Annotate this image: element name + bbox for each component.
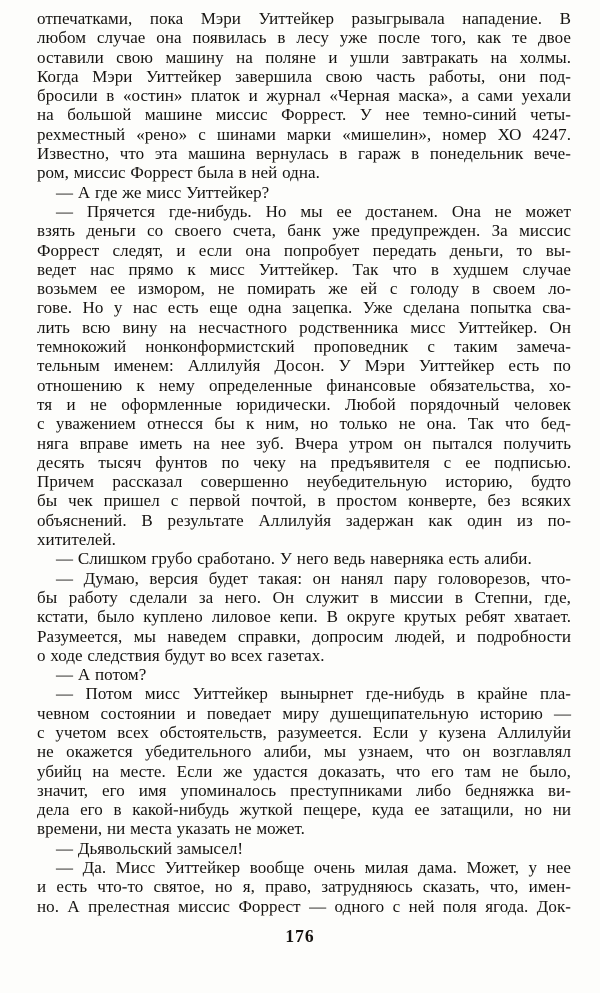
text-line: значит, его имя упоминалось преступниками либо бедняжка ви- bbox=[37, 780, 571, 800]
text-line: няга вправе иметь на нее зуб. Вчера утром он пытался получить bbox=[37, 433, 571, 453]
text-line: не окажется убедительного алиби, мы узнаем, что он возглавлял bbox=[37, 742, 571, 762]
text-line: чевном состоянии и поведает миру душещипательную историю — bbox=[37, 703, 571, 723]
text-line: — А потом? bbox=[56, 665, 147, 685]
text-line: убийц на месте. Если же удастся доказать, что его там не было, bbox=[37, 761, 571, 781]
text-line: гове. Но у нас есть еще одна зацепка. Уже сделана попытка сва- bbox=[37, 298, 571, 318]
text-line: на большой машине миссис Форрест. У нее темно-синий четы- bbox=[37, 105, 571, 125]
text-line: бросили в «остин» платок и журнал «Черная маска», а сами уехали bbox=[37, 86, 571, 106]
text-line: и есть что-то святое, но я, право, затрудняюсь сказать, что, имен- bbox=[37, 877, 571, 897]
text-line: темнокожий нонконформистский проповедник с таким замеча- bbox=[37, 337, 571, 357]
text-line: тя и не оформленные юридически. Любой порядочный человек bbox=[37, 394, 571, 414]
text-line: бы работу сделали за него. Он служит в миссии в Степни, где, bbox=[37, 587, 571, 607]
text-line: ведет нас прямо к мисс Уиттейкер. Так что в худшем случае bbox=[37, 259, 571, 279]
text-line: — Прячется где-нибудь. Но мы ее достанем. Она не может bbox=[56, 201, 571, 221]
text-line: взять деньги со своего счета, банк уже предупрежден. За миссис bbox=[37, 221, 571, 241]
text-line: отношению к нему определенные финансовые обязательства, хо- bbox=[37, 375, 571, 395]
text-line: Форрест следят, и если она попробует передать деньги, то вы- bbox=[37, 240, 571, 260]
text-line: — Думаю, версия будет такая: он нанял пару головорезов, что- bbox=[56, 568, 571, 588]
text-line: десять тысяч фунтов по чеку на предъявителя с ее подписью. bbox=[37, 452, 571, 472]
text-line: о ходе следствия будут во всех газетах. bbox=[37, 645, 325, 665]
text-line: Разумеется, мы наведем справки, допросим людей, и подробности bbox=[37, 626, 571, 646]
text-line: рехместный «рено» с шинами марки «мишелин», номер ХО 4247. bbox=[37, 124, 571, 144]
text-line: лить всю вину на несчастного родственника мисс Уиттейкер. Он bbox=[37, 317, 571, 337]
text-line: объяснений. В результате Аллилуйя задержан как один из по- bbox=[37, 510, 571, 530]
text-line: — А где же мисс Уиттейкер? bbox=[56, 182, 270, 202]
text-line: но. А прелестная миссис Форрест — одного с ней поля ягода. Док- bbox=[37, 896, 571, 916]
page-number: 176 bbox=[285, 926, 315, 946]
text-line: — Дьявольский замысел! bbox=[56, 838, 244, 858]
text-line: возьмем ее измором, не помирать же ей с голоду в своем ло- bbox=[37, 279, 571, 299]
text-line: ром, миссис Форрест была в ней одна. bbox=[37, 163, 320, 183]
text-line: хитителей. bbox=[37, 530, 116, 550]
text-line: Причем рассказал совершенно неубедительную историю, будто bbox=[37, 472, 571, 492]
text-line: с уважением отнесся бы к ним, но только не она. Так что бед- bbox=[37, 414, 571, 434]
text-line: Известно, что эта машина вернулась в гараж в понедельник вече- bbox=[37, 144, 571, 164]
text-line: отпечатками, пока Мэри Уиттейкер разыгрывала нападение. В bbox=[37, 9, 571, 28]
text-line: кстати, было куплено лиловое кепи. В округе крутых ребят хватает. bbox=[37, 607, 571, 627]
text-line: бы чек пришел с первой почтой, в простом конверте, без всяких bbox=[37, 491, 571, 511]
text-line: Когда Мэри Уиттейкер завершила свою часть работы, они под- bbox=[37, 66, 571, 86]
text-line: — Потом мисс Уиттейкер вынырнет где-нибудь в крайне пла- bbox=[56, 684, 571, 704]
text-line: любом случае она появилась в лесу уже после того, как те двое bbox=[37, 28, 571, 48]
text-line: времени, ни места указать не может. bbox=[37, 819, 305, 839]
page-text bbox=[37, 9, 571, 916]
text-line: тельным именем: Аллилуйя Досон. У Мэри Уиттейкер есть по bbox=[37, 356, 571, 376]
text-line: дела его в какой-нибудь жуткой пещере, куда ее затащили, но ни bbox=[37, 800, 571, 820]
text-line: с учетом всех обстоятельств, разумеется. Если у кузена Аллилуйи bbox=[37, 722, 571, 742]
text-line: — Да. Мисс Уиттейкер вообще очень милая дама. Может, у нее bbox=[56, 858, 571, 878]
text-line: — Слишком грубо сработано. У него ведь наверняка есть алиби. bbox=[56, 549, 532, 569]
text-line: оставили свою машину на поляне и ушли завтракать на холмы. bbox=[37, 47, 571, 67]
